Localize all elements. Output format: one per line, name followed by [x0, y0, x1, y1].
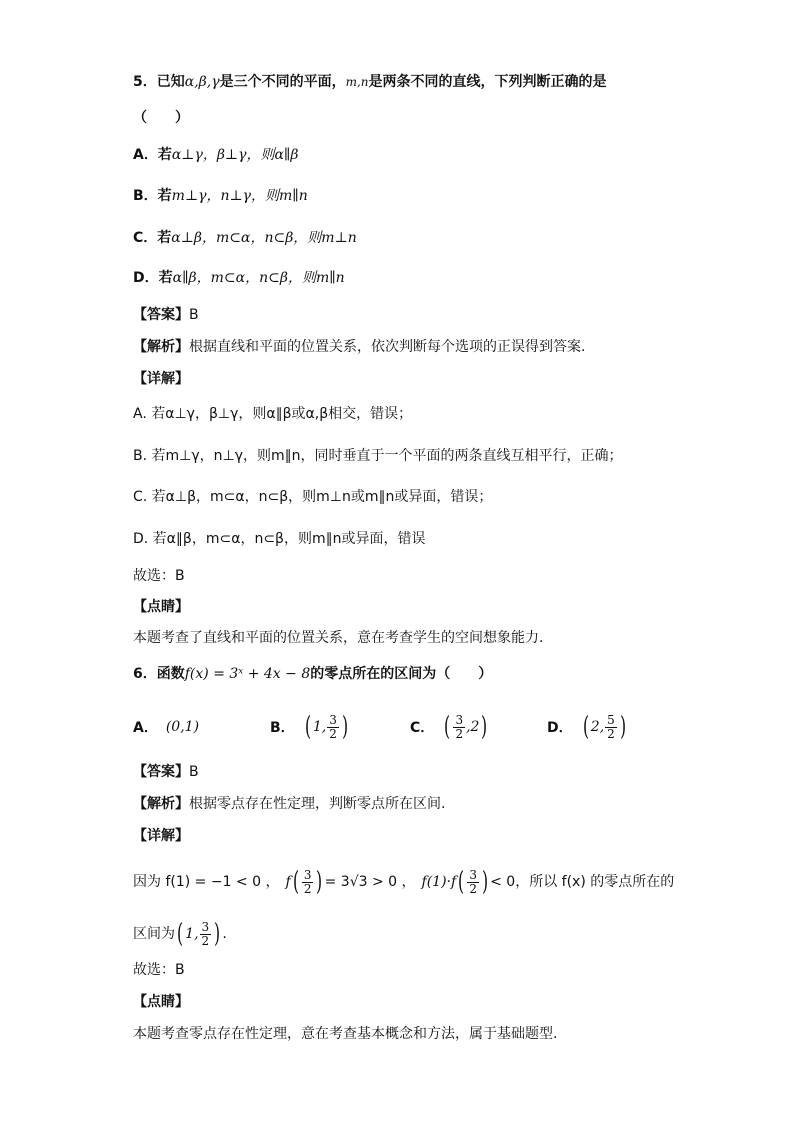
q5-option-b: B．若m⊥γ，n⊥γ，则m∥n — [133, 188, 308, 204]
q5-detail-heading: 【详解】 — [133, 371, 189, 387]
q5-analysis: 【解析】根据直线和平面的位置关系，依次判断每个选项的正误得到答案. — [133, 339, 586, 355]
q5-option-d: D．若α∥β，m⊂α，n⊂β，则m∥n — [133, 270, 345, 286]
q5-option-c: C．若α⊥β，m⊂α，n⊂β，则m⊥n — [133, 230, 357, 246]
q6-options — [133, 711, 693, 743]
q6-option-c: C． ( $\frac{3}{2}$ ,2 ) — [410, 712, 488, 742]
q6-option-a: A． (0,1) — [133, 719, 200, 736]
q6-analysis: 【解析】根据零点存在性定理，判断零点所在区间. — [133, 796, 446, 812]
q5-detail-a: A. 若α⊥γ，β⊥γ，则α∥β或α,β相交，错误； — [133, 406, 413, 422]
q6-detail-line2: 区间为 ( 1, $\frac{3}{2}$ ) . — [133, 919, 227, 949]
q6-option-b: B． ( 1, $\frac{3}{2}$ ) — [270, 712, 348, 742]
q6-choice: 故选：B — [133, 962, 185, 978]
q6-comment-heading: 【点睛】 — [133, 994, 189, 1010]
q5-detail-b: B. 若m⊥γ，n⊥γ，则m∥n，同时垂直于一个平面的两条直线互相平行，正确； — [133, 448, 623, 464]
q5-comment-heading: 【点睛】 — [133, 599, 189, 615]
q6-detail-line1: 因为 f(1) = −1 < 0 ， f ( $\frac{3}{2}$ ) = 3√3 > 0 ， f(1)·f ( $\frac{3}{2}$ ) < 0，所以 f(x) 的零点所在的 — [133, 867, 675, 897]
q6-stem: 6．函数f(x) = 3ˣ + 4x − 8的零点所在的区间为（ ） — [133, 666, 493, 682]
q5-detail-d: D. 若α∥β，m⊂α，n⊂β，则m∥n或异面，错误 — [133, 531, 426, 547]
q6-answer: 【答案】B — [133, 764, 199, 780]
q6-detail-heading: 【详解】 — [133, 828, 189, 844]
q6-comment: 本题考查零点存在性定理，意在考查基本概念和方法，属于基础题型. — [133, 1026, 558, 1042]
q6-option-d: D． ( 2, $\frac{5}{2}$ ) — [547, 712, 626, 742]
q5-option-a: A．若α⊥γ，β⊥γ，则α∥β — [133, 147, 299, 163]
q5-answer: 【答案】B — [133, 307, 199, 323]
q5-choice: 故选：B — [133, 568, 185, 584]
q5-stem: 5．已知α,β,γ是三个不同的平面，m,n是两条不同的直线，下列判断正确的是 — [133, 74, 607, 90]
q5-comment: 本题考查了直线和平面的位置关系，意在考查学生的空间想象能力. — [133, 630, 544, 646]
q5-blank: （ ） — [133, 110, 189, 126]
q5-detail-c: C. 若α⊥β，m⊂α，n⊂β，则m⊥n或m∥n或异面，错误； — [133, 489, 493, 505]
